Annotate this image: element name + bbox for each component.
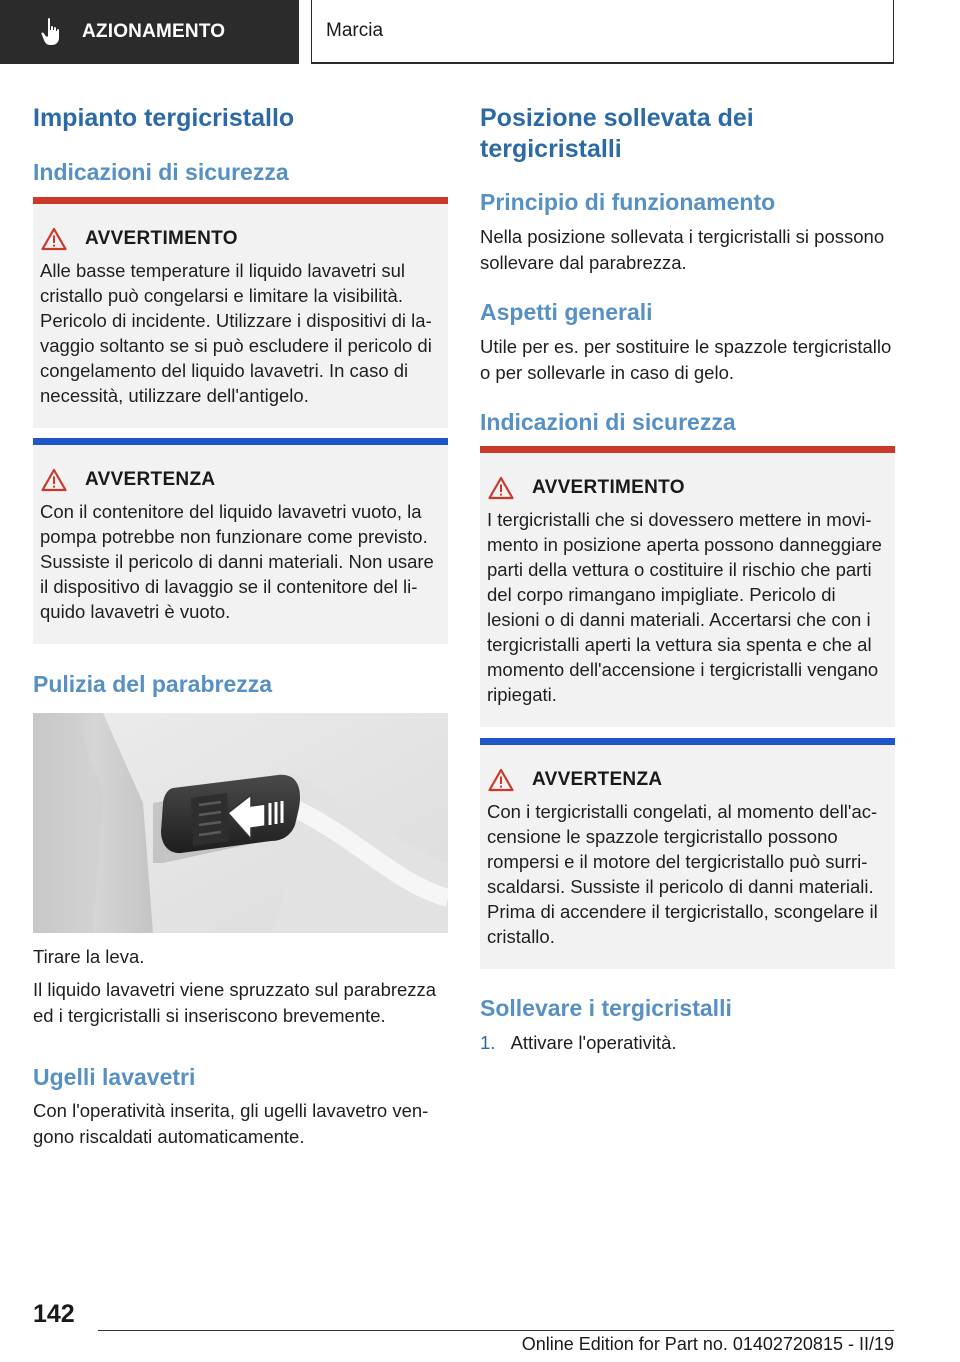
nozzles-text: Con l'operatività inserita, gli ugelli lavavetro vengono riscaldati automaticamente. — [33, 1100, 429, 1147]
warning-box — [480, 446, 895, 727]
notice-text: Con il contenitore del liquido lavavetri vuoto, la pompa potrebbe non funzionare come previsto. Sussiste il pericolo di danni materiali. Non usare il dispositivo di lavaggio se il contenitore del liquido lavavetri è vuoto. — [40, 501, 434, 622]
notice-title: AVVERTENZA — [85, 469, 216, 490]
general-text: Utile per es. per sostituire le spazzole tergicristallo o per sollevarle in caso di gelo. — [480, 336, 892, 383]
warning-triangle-icon — [41, 227, 67, 251]
warning-title: AVVERTIMENTO — [85, 228, 238, 249]
section-title: Impianto tergicristallo — [33, 104, 295, 132]
warning-title: AVVERTIMENTO — [532, 477, 685, 498]
chapter-tab — [311, 0, 894, 64]
instruction-pull-lever: Tirare la leva. — [33, 946, 145, 967]
principle-text: Nella posizione sollevata i tergicristalli si possono sollevare dal parabrezza. — [480, 226, 885, 273]
notice-text: Con i tergicristalli congelati, al momento dell'accensione le spazzole tergicristallo possono rompersi e il motore del tergicristallo può surriscaldarsi. Sussiste il pericolo di danni materiali. Prima di accendere il tergicristallo, scongelare il cristallo. — [487, 801, 878, 947]
warning-text: I tergicristalli che si dovessero mettere in movimento in posizione aperta possono danneggiare parti della vettura o costituire il rischio che parti del corpo rimangano impigliate. Pericolo di lesioni o di danni materiali. Accertarsi che con i tergicristalli aperti la vettura sia spenta e che al momento dell'accensione i tergicristalli vengano ripiegati. — [487, 509, 882, 705]
section-label: AZIONAMENTO — [82, 21, 226, 42]
raise-heading: Sollevare i tergicristalli — [480, 995, 732, 1021]
cleaning-text: Il liquido lavavetri viene spruzzato sul parabrezza ed i tergicristalli si inseriscono brevemente. — [33, 979, 437, 1026]
nozzles-heading: Ugelli lavavetri — [33, 1064, 196, 1090]
warning-triangle-icon — [488, 476, 514, 500]
footer-divider — [98, 1330, 894, 1331]
section-title: Posizione sollevata dei tergicristalli — [480, 104, 754, 163]
step-text: Attivare l'operatività. — [510, 1032, 677, 1053]
safety-heading: Indicazioni di sicurezza — [480, 409, 736, 435]
warning-box — [33, 197, 448, 428]
warning-triangle-icon — [488, 768, 514, 792]
principle-heading: Principio di funzionamento — [480, 189, 776, 215]
warning-triangle-icon — [41, 468, 67, 492]
general-heading: Aspetti generali — [480, 299, 653, 325]
wiper-lever-photo — [33, 713, 448, 933]
page-number: 142 — [33, 1300, 75, 1328]
safety-heading: Indicazioni di sicurezza — [33, 159, 289, 185]
notice-title: AVVERTENZA — [532, 769, 663, 790]
notice-box — [480, 738, 895, 969]
chapter-label: Marcia — [326, 20, 384, 41]
hand-pointer-icon — [40, 17, 64, 47]
section-tab — [0, 0, 299, 64]
step-number: 1. — [480, 1032, 496, 1053]
warning-text: Alle basse temperature il liquido lavavetri sul cristallo può congelarsi e limitare la visibilità. Pericolo di incidente. Utilizzare i dispositivi di lavaggio soltanto se si può escludere il pericolo di congelamento del liquido lavavetri. In caso di necessità, utilizzare dell'antigelo. — [40, 260, 432, 406]
wiper-lever-illustration — [33, 713, 448, 933]
notice-box — [33, 438, 448, 644]
edition-note: Online Edition for Part no. 01402720815 - II/19 — [521, 1334, 894, 1354]
cleaning-heading: Pulizia del parabrezza — [33, 671, 273, 697]
list-item — [480, 1030, 895, 1056]
